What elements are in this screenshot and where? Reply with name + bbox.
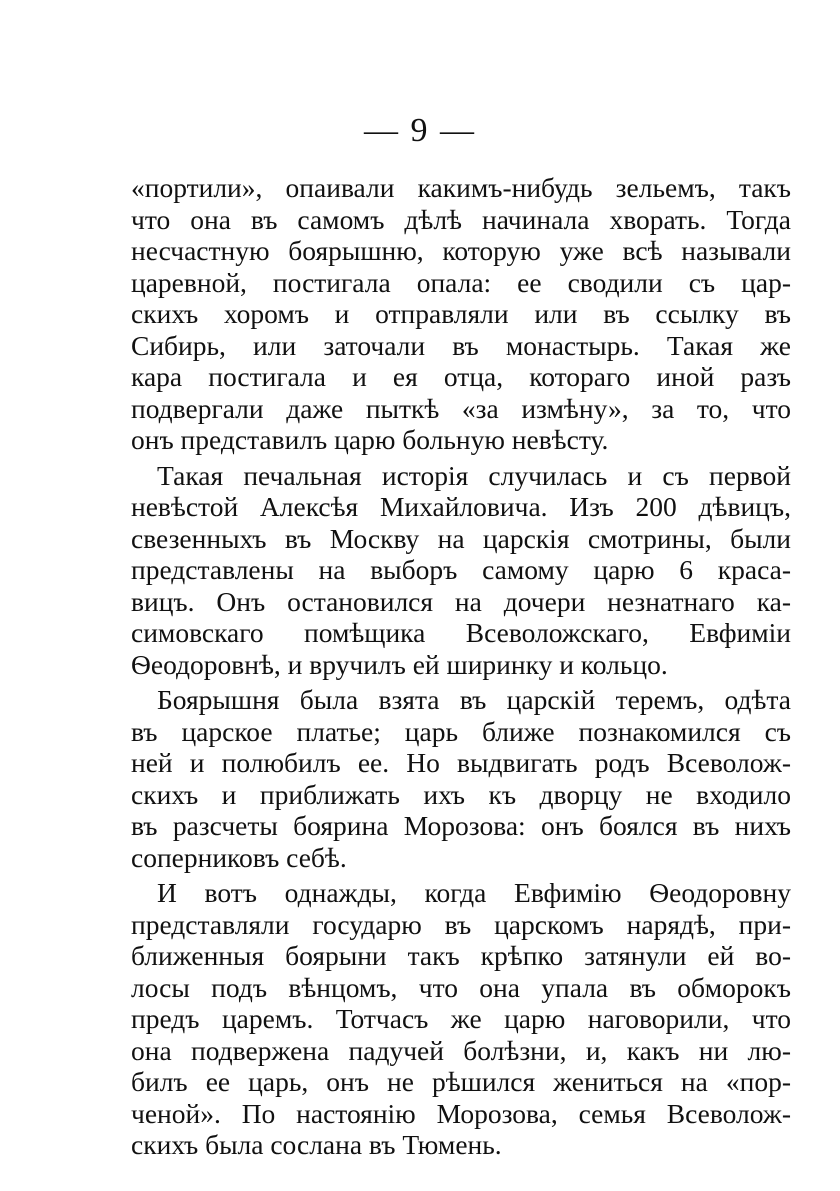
text-line: Такая печальная исторія случилась и съ первой [157,459,791,491]
text-line: билъ ее царь, онъ не рѣшился жениться на «пор- [131,1066,791,1097]
text-line: соперниковъ себѣ. [131,841,347,873]
paragraph-4 [131,877,791,1161]
text-line: ней и полюбилъ ее. Но выдвигать родъ Всеволож- [131,747,791,778]
text-line: царевной, постигала опала: ее сводили съ цар- [131,266,791,298]
paragraph-2 [131,460,791,681]
text-line: невѣстой Алексѣя Михайловича. Изъ 200 дѣвицъ, [131,491,791,522]
text-line: Боярышня была взята въ царскій теремъ, одѣта [157,684,791,715]
text-line: кара постигала и ея отца, котораго иной разъ [131,361,791,392]
paragraph-1 [131,172,791,456]
text-line: представлены на выборъ самому царю 6 краса- [131,554,791,585]
text-line: «портили», опаивали какимъ-нибудь зельемъ, такъ [131,172,791,203]
text-line: подвергали даже пыткѣ «за измѣну», за то, что [131,392,791,424]
text-line: онъ представилъ царю больную невѣсту. [131,424,609,455]
text-line: симовскаго помѣщика Всеволожскаго, Евфиміи [131,617,791,648]
text-line: скихъ была сослана въ Тюмень. [131,1129,502,1160]
text-line: скихъ хоромъ и отправляли или въ ссылку въ [131,298,791,329]
text-line: въ царское платье; царь ближе познакомился съ [131,715,791,747]
text-line: предъ царемъ. Тотчасъ же царю наговорили, что [131,1003,791,1034]
text-line: И вотъ однажды, когда Евфимію Ѳеодоровну [157,877,791,908]
text-line: представляли государю въ царскомъ нарядѣ, при- [131,908,791,940]
text-line: свезенныхъ въ Москву на царскія смотрины, были [131,522,791,554]
text-line: въ разсчеты боярина Морозова: онъ боялся въ нихъ [131,810,791,841]
text-line: Ѳеодоровнѣ, и вручилъ ей ширинку и кольцо. [131,648,668,680]
body-text [131,172,791,1161]
text-line: ближенныя боярыни такъ крѣпко затянули ей во- [131,940,791,971]
text-line: Сибирь, или заточали въ монастырь. Такая же [131,329,791,361]
paragraph-3 [131,684,791,873]
text-line: скихъ и приближать ихъ къ дворцу не входило [131,778,791,810]
text-line: несчастную боярышню, которую уже всѣ называли [131,235,791,266]
text-line: вицъ. Онъ остановился на дочери незнатнаго ка- [131,585,791,617]
text-line: ченой». По настоянію Морозова, семья Всеволож- [131,1097,791,1129]
text-line: что она въ самомъ дѣлѣ начинала хворать. Тогда [131,203,791,235]
text-line: лосы подъ вѣнцомъ, что она упала въ обморокъ [131,971,791,1003]
text-line: она подвержена падучей болѣзни, и, какъ ни лю- [131,1034,791,1066]
page-number: — 9 — [364,112,476,149]
